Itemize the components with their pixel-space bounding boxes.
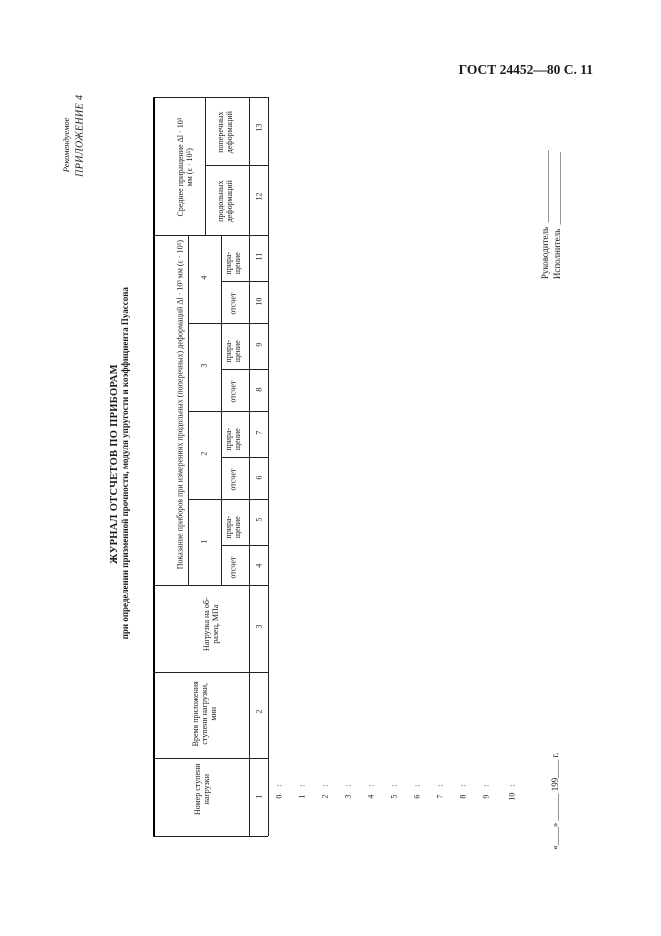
page-header: ГОСТ 24452—80 С. 11	[458, 62, 593, 77]
journal-subtitle: при определении призменной прочности, модуля упругости и коэффициента Пуассона	[119, 287, 130, 640]
row-label: :	[412, 784, 422, 787]
col-num-6: 6	[254, 475, 264, 480]
col-avg-header: Среднее приращение Δl · 10³ мм (ε · 10⁵)	[175, 117, 194, 217]
device-2: 2	[199, 451, 209, 456]
col-step-header: Номер ступени нагрузки	[192, 763, 211, 815]
row-label: 0	[274, 794, 284, 799]
sub-increment-4: прира-щение	[223, 251, 242, 275]
device-4: 4	[199, 275, 209, 280]
row-label: 3	[343, 794, 353, 799]
appendix-title: ПРИЛОЖЕНИЕ 4	[74, 94, 86, 177]
col-num-10: 10	[254, 297, 264, 306]
col-num-1: 1	[254, 794, 264, 799]
signature-executor-label: Исполнитель	[551, 228, 562, 280]
col-num-5: 5	[254, 517, 264, 522]
row-label: 7	[435, 794, 445, 799]
appendix-subtitle: Рекомендуемое	[61, 117, 72, 173]
sub-increment-2: прира-щение	[223, 427, 242, 451]
signature-head-label: Руководитель	[539, 226, 550, 280]
col-num-3: 3	[254, 624, 264, 629]
row-label: 6	[412, 794, 422, 799]
row-label: :	[343, 784, 353, 787]
date-line: «____» ______ 199____ г.	[549, 752, 560, 850]
sub-reading-2: отсчет	[228, 468, 238, 491]
row-label: :	[389, 784, 399, 787]
device-3: 3	[199, 363, 209, 368]
signature-executor-line: ________________	[551, 152, 562, 227]
sub-increment-3: прира-щение	[223, 339, 242, 363]
row-label: :	[458, 784, 468, 787]
col-num-13: 13	[254, 123, 264, 132]
row-label: :	[507, 784, 517, 787]
sub-increment-1: прира-щение	[223, 515, 242, 539]
col-num-11: 11	[254, 252, 264, 261]
row-label: :	[297, 784, 307, 787]
avg-long-header: продольных деформаций	[215, 180, 234, 223]
row-label: 9	[481, 794, 491, 799]
row-label: 5	[389, 794, 399, 799]
row-label: 4	[366, 794, 376, 799]
sub-reading-4: отсчет	[228, 292, 238, 315]
journal-title: ЖУРНАЛ ОТСЧЕТОВ ПО ПРИБОРАМ	[108, 364, 120, 564]
signature-head-line: ________________	[539, 150, 550, 225]
row-label: 2	[320, 794, 330, 799]
row-label: :	[274, 784, 284, 787]
row-label: 10	[507, 792, 517, 801]
row-label: 8	[458, 794, 468, 799]
row-label: :	[481, 784, 491, 787]
col-time-header: Время приложения ступени нагрузки, мин	[191, 681, 219, 747]
row-label: :	[435, 784, 445, 787]
signature-head	[539, 150, 550, 280]
col-num-7: 7	[254, 430, 264, 435]
col-num-4: 4	[254, 563, 264, 568]
row-label: :	[366, 784, 376, 787]
col-num-8: 8	[254, 387, 264, 392]
avg-trans-header: поперечных деформаций	[215, 111, 234, 154]
sub-reading-3: отсчет	[228, 380, 238, 403]
row-label: 1	[297, 794, 307, 799]
device-1: 1	[199, 539, 209, 544]
signature-executor	[551, 152, 562, 280]
col-num-12: 12	[254, 192, 264, 201]
row-label: :	[320, 784, 330, 787]
sub-reading-1: отсчет	[228, 556, 238, 579]
col-load-header: Нагрузка на об-разец, МПа	[201, 597, 220, 651]
col-readings-header: Показание приборов при измерениях продольных (поперечных) деформаций Δl · 10³ мм (ε · 10⁵)	[175, 239, 185, 570]
col-num-9: 9	[254, 342, 264, 347]
col-num-2: 2	[254, 709, 264, 714]
